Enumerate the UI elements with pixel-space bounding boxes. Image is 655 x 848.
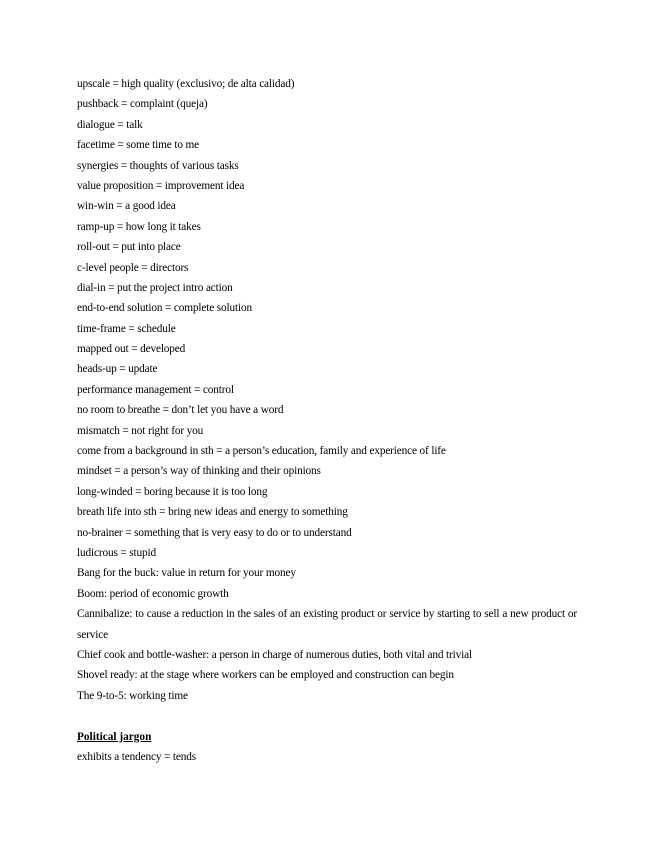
glossary-entry-cannibalize: Cannibalize: to cause a reduction in the sales of an existing product or service by starting to sell a new product or service xyxy=(77,608,577,641)
glossary-entry-mapped-out: mapped out = developed xyxy=(77,343,186,356)
glossary-entry-dialogue: dialogue = talk xyxy=(77,118,143,131)
glossary-entry-time-frame: time-frame = schedule xyxy=(77,322,176,335)
glossary-entry-9-to-5: The 9-to-5: working time xyxy=(77,689,188,702)
glossary-entry-no-room-to-breathe: no room to breathe = don’t let you have a word xyxy=(77,404,284,417)
glossary-entry-synergies: synergies = thoughts of various tasks xyxy=(77,159,239,172)
glossary-entry-c-level-people: c-level people = directors xyxy=(77,261,189,274)
glossary-entry-bang-for-the-buck: Bang for the buck: value in return for your money xyxy=(77,567,296,580)
glossary-entry-dial-in: dial-in = put the project intro action xyxy=(77,281,233,294)
glossary-entry-no-brainer: no-brainer = something that is very easy to do or to understand xyxy=(77,526,352,539)
glossary-entry-shovel-ready: Shovel ready: at the stage where workers can be employed and construction can begin xyxy=(77,669,454,682)
document-body xyxy=(77,74,577,767)
glossary-entry-ludicrous: ludicrous = stupid xyxy=(77,546,156,559)
glossary-entry-pushback: pushback = complaint (queja) xyxy=(77,98,208,111)
glossary-entry-boom: Boom: period of economic growth xyxy=(77,587,229,600)
glossary-entry-ramp-up: ramp-up = how long it takes xyxy=(77,220,201,233)
glossary-entry-mindset: mindset = a person’s way of thinking and their opinions xyxy=(77,465,321,478)
glossary-entry-value-proposition: value proposition = improvement idea xyxy=(77,179,245,192)
glossary-entry-come-from-a-background: come from a background in sth = a person’s education, family and experience of life xyxy=(77,445,446,458)
glossary-entry-performance-management: performance management = control xyxy=(77,383,234,396)
blank-line xyxy=(77,706,577,726)
glossary-entry-upscale: upscale = high quality (exclusivo; de alta calidad) xyxy=(77,78,295,90)
political-jargon-heading: Political jargon xyxy=(77,730,152,743)
glossary-entry-roll-out: roll-out = put into place xyxy=(77,241,181,254)
glossary-entry-chief-cook: Chief cook and bottle-washer: a person in charge of numerous duties, both vital and trivial xyxy=(77,648,472,661)
glossary-entry-mismatch: mismatch = not right for you xyxy=(77,424,204,437)
glossary-entry-heads-up: heads-up = update xyxy=(77,363,158,376)
glossary-entry-long-winded: long-winded = boring because it is too long xyxy=(77,485,268,498)
political-entry-exhibits-a-tendency: exhibits a tendency = tends xyxy=(77,750,197,763)
glossary-entry-win-win: win-win = a good idea xyxy=(77,200,176,213)
glossary-entry-facetime: facetime = some time to me xyxy=(77,139,199,152)
glossary-entry-end-to-end-solution: end-to-end solution = complete solution xyxy=(77,302,252,315)
glossary-entry-breath-life-into: breath life into sth = bring new ideas and energy to something xyxy=(77,506,348,519)
